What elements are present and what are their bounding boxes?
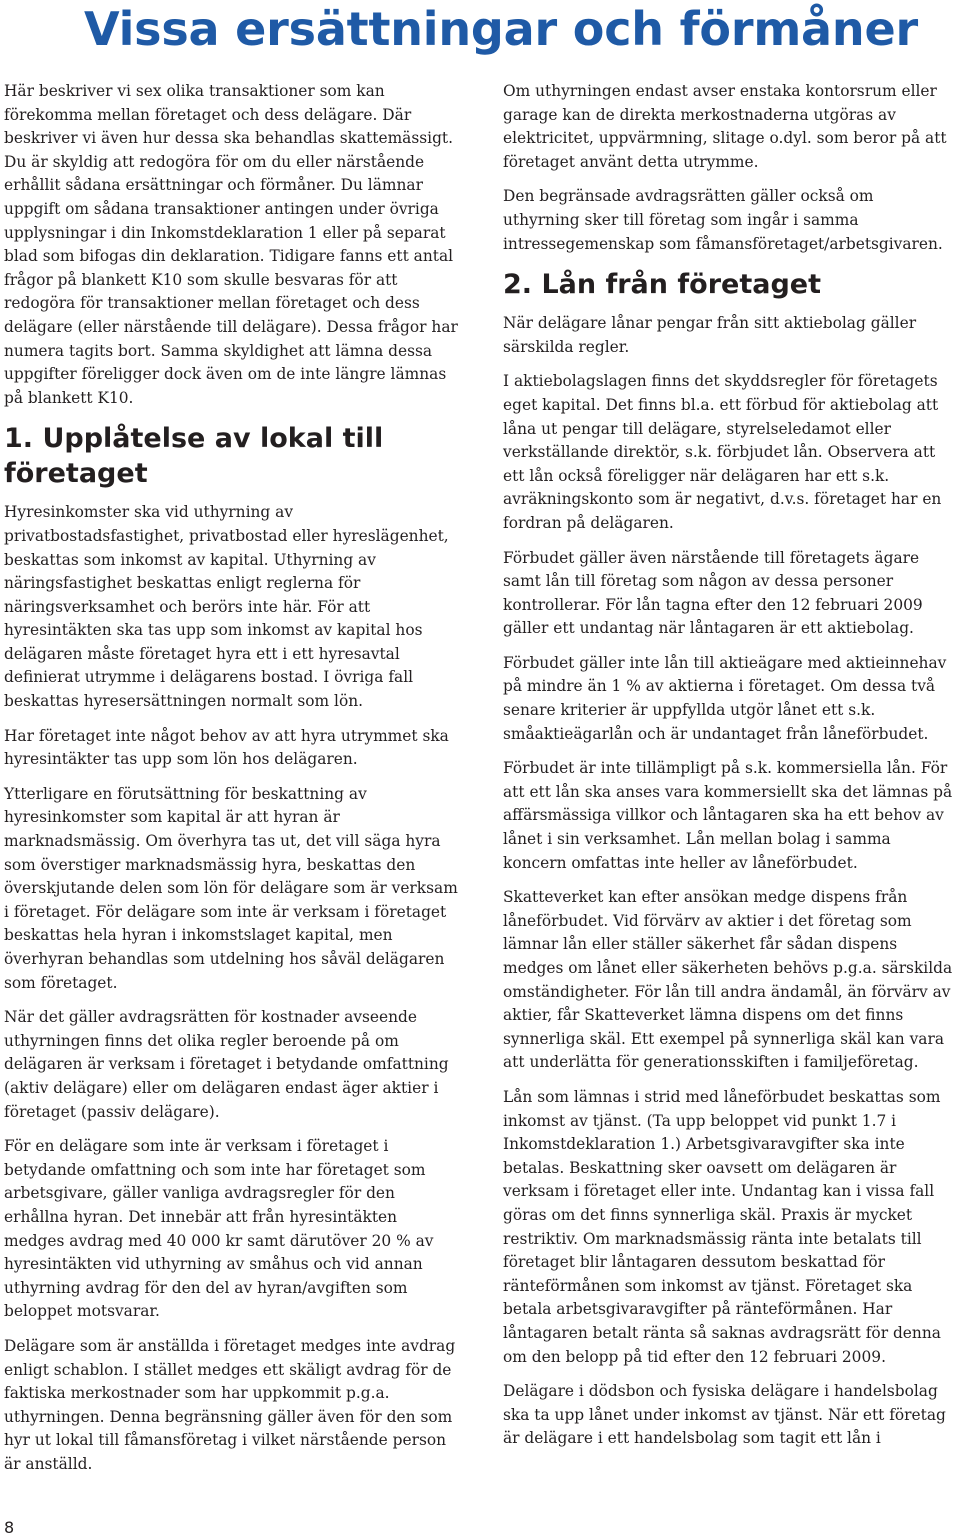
body-paragraph: Lån som lämnas i strid med låneförbudet beskattas som inkomst av tjänst. (Ta upp beloppet vid punkt 1.7 i Inkomstdeklaration 1.) Arbetsgivaravgifter ska inte betalas. Beskattning sker oavsett om delägaren är verksam i företaget eller inte. Undantag kan i vissa fall göras om det finns synnerliga skäl. Praxis är mycket restriktiv. Om marknadsmässig ränta inte betalats till företaget blir låntagaren dessutom beskattad för ränteförmånen som inkomst av tjänst. Företaget ska betala arbetsgivaravgifter på ränteförmånen. Har låntagaren betalt ränta så saknas avdragsrätt för denna om den belopp på tid efter den 12 februari 2009. — [503, 1087, 941, 1366]
intro-paragraph: Här beskriver vi sex olika transaktioner som kan förekomma mellan företaget och dess delägare. Där beskriver vi även hur dessa ska behandlas skattemässigt. Du är skyldig att redogöra för om du eller närstående erhållit sådana ersättningar och förmåner. Du lämnar uppgift om sådana transaktioner antingen under övriga upplysningar i din Inkomstdeklaration 1 eller på separat blad som bifogas din deklaration. Tidigare fanns ett antal frågor på blankett K10 som skulle besvaras för att redogöra för transaktioner mellan företaget och dess delägare (eller närstående till delägare). Dessa frågor har numera tagits bort. Samma skyldighet att lämna dessa uppgifter föreligger dock även om de inte längre lämnas på blankett K10. — [4, 82, 458, 407]
page-number: 8 — [4, 1518, 15, 1537]
body-paragraph: När det gäller avdragsrätten för kostnader avseende uthyrningen finns det olika regler beroende på om delägaren är verksam i företaget i betydande omfattning (aktiv delägare) eller om delägaren endast äger aktier i företaget (passiv delägare). — [4, 1008, 449, 1121]
body-paragraph: Skatteverket kan efter ansökan medge dispens från låneförbudet. Vid förvärv av aktier i det företag som lämnar lån eller ställer säkerhet får sådan dispens medges om lånet eller säkerheten behövs p.g.a. särskilda omständigheter. För lån till andra ändamål, än förvärv av aktier, får Skatteverket lämna dispens om det finns synnerliga skäl. Ett exempel på synnerliga skäl kan vara att underlätta för generationsskiften i familjeföretag. — [503, 888, 953, 1072]
body-paragraph: Förbudet gäller inte lån till aktieägare med aktieinnehav på mindre än 1 % av aktierna i företaget. Om dessa två senare kriterier är uppfyllda utgör lånet ett s.k. småaktieägarlån och är undantaget från låneförbudet. — [503, 653, 947, 743]
body-paragraph: Delägare som är anställda i företaget medges inte avdrag enligt schablon. I stället medges ett skäligt avdrag för de faktiska merkostnader som har uppkommit p.g.a. uthyrningen. Denna begränsning gäller även för den som hyr ut lokal till fåmansföretag i vilket närstående person är anställd. — [4, 1336, 456, 1473]
body-paragraph: Förbudet gäller även närstående till företagets ägare samt lån till företag som någon av dessa personer kontrollerar. För lån tagna efter den 12 februari 2009 gäller ett undantag när låntagaren är ett aktiebolag. — [503, 548, 923, 638]
section-heading-lan: 2. Lån från företaget — [503, 269, 821, 301]
body-paragraph: Hyresinkomster ska vid uthyrning av privatbostadsfastighet, privatbostad eller hyreslägenhet, beskattas som inkomst av kapital. Uthyrning av näringsfastighet beskattas enligt reglerna för näringsverksamhet och berörs inte här. För att hyresintäkten ska tas upp som inkomst av kapital hos delägaren måste företaget hyra ett i ett hyresavtal definierat utrymme i delägarens bostad. I övriga fall beskattas hyresersättningen normalt som lön. — [4, 503, 449, 711]
right-column — [503, 80, 955, 1462]
body-paragraph: I aktiebolagslagen finns det skyddsregler för företagets eget kapital. Det finns bl.a. ett förbud för aktiebolag att låna ut pengar till delägare, styrelseledamot eller verkställande direktör, s.k. förbjudet lån. Observera att ett lån också föreligger när delägaren har ett s.k. avräkningskonto som är negativt, d.v.s. företaget har en fordran på delägaren. — [503, 372, 942, 532]
body-paragraph: För en delägare som inte är verksam i företaget i betydande omfattning och som inte har företaget som arbetsgivare, gäller vanliga avdragsregler för den erhållna hyran. Det innebär att från hyresintäkten medges avdrag med 40 000 kr samt därutöver 20 % av hyresintäkten vid uthyrning av småhus och vid annan uthyrning avdrag för den del av hyran/avgiften som beloppet motsvarar. — [4, 1137, 434, 1321]
section-heading-lokal: 1. Upplåtelse av lokal till företaget — [4, 423, 384, 490]
page-title: Vissa ersättningar och förmåner — [84, 2, 918, 56]
body-paragraph: Förbudet är inte tillämpligt på s.k. kommersiella lån. För att ett lån ska anses vara kommersiellt ska det lämnas på affärsmässiga villkor och låntagaren ska ha ett behov av lånet i sin verksamhet. Lån mellan bolag i samma koncern omfattas inte heller av låneförbudet. — [503, 759, 953, 872]
body-paragraph: När delägare lånar pengar från sitt aktiebolag gäller särskilda regler. — [503, 314, 917, 356]
body-paragraph: Har företaget inte något behov av att hyra utrymmet ska hyresintäkter tas upp som lön hos delägaren. — [4, 726, 449, 769]
body-paragraph: Den begränsade avdragsrätten gäller också om uthyrning sker till företag som ingår i samma intressegemenskap som fåmansföretaget/arbetsgivaren. — [503, 187, 943, 253]
left-column — [4, 80, 458, 1487]
body-paragraph: Om uthyrningen endast avser enstaka kontorsrum eller garage kan de direkta merkostnaderna utgöras av elektricitet, uppvärmning, slitage o.dyl. som beror på att företaget använt detta utrymme. — [503, 82, 947, 171]
body-paragraph: Ytterligare en förutsättning för beskattning av hyresinkomster som kapital är att hyran är marknadsmässig. Om överhyra tas ut, det vill säga hyra som överstiger marknadsmässig hyra, beskattas den överskjutande delen som lön för delägare som är verksam i företaget. För delägare som inte är verksam i företaget beskattas hela hyran i inkomstslaget kapital, men överhyran behandlas som utdelning hos såväl delägaren som företaget. — [4, 784, 458, 992]
body-paragraph: Delägare i dödsbon och fysiska delägare i handelsbolag ska ta upp lånet under inkomst av tjänst. När ett företag är delägare i ett handelsbolag som tagit ett lån i — [503, 1382, 946, 1448]
